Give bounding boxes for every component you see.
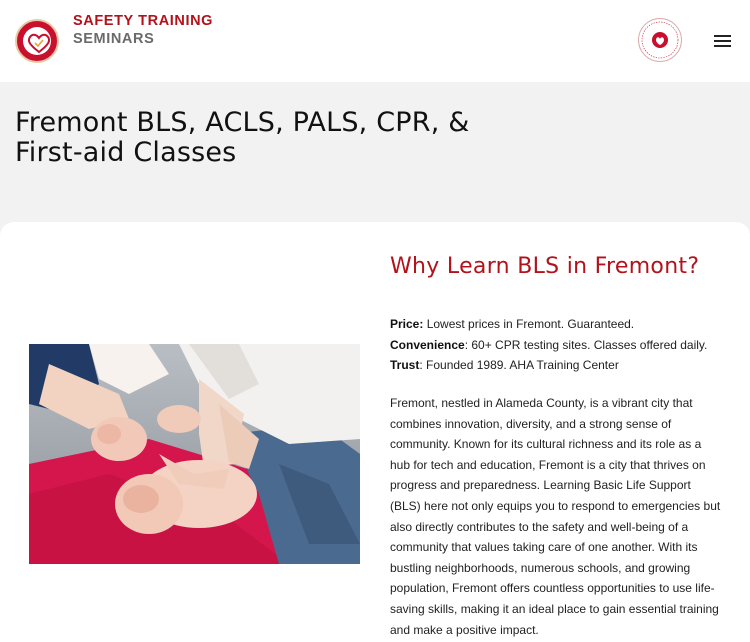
site-header xyxy=(0,0,750,82)
page-title xyxy=(15,108,535,168)
fact-convenience xyxy=(390,335,730,356)
fact-price-label: Price: xyxy=(390,317,424,331)
fact-price-text: Lowest prices in Fremont. Guaranteed. xyxy=(423,317,635,331)
brand-subtitle[interactable]: SEMINARS xyxy=(73,31,155,47)
hamburger-menu-icon[interactable] xyxy=(714,35,731,48)
fact-trust xyxy=(390,355,730,376)
page-title-line2: First-aid Classes xyxy=(15,137,237,168)
fact-convenience-label: Convenience xyxy=(390,337,465,352)
fact-trust-label: Trust xyxy=(390,358,420,372)
cpr-training-photo xyxy=(29,344,360,564)
fact-convenience-text: : 60+ CPR testing sites. Classes offered daily. xyxy=(464,337,708,352)
fact-trust-text: : Founded 1989. AHA Training Center xyxy=(419,358,619,372)
brand-name[interactable]: SAFETY TRAINING xyxy=(73,13,214,29)
page-title-line1: Fremont BLS, ACLS, PALS, CPR, & xyxy=(15,107,470,138)
aha-seal-icon xyxy=(638,18,682,62)
section-heading: Why Learn BLS in Fremont? xyxy=(390,254,700,279)
section-body-text: Fremont, nestled in Alameda County, is a vibrant city that combines innovation, diversity, and a strong sense of community. Known for its cultural richness and its role as a hub for tech and education, Fremont is a city that thrives on progress and preparedness. Learning Basic Life Support (BLS) here not only equips you to respond to emergencies but also directly contributes to the safety and well-being of a community that values taking care of one another. With its bustling neighborhoods, numerous schools, and growing population, Fremont offers countless opportunities to use life-saving skills, making it an ideal place to gain essential training and make a positive impact. xyxy=(390,396,721,637)
facts-list xyxy=(390,314,730,376)
fact-price xyxy=(390,314,730,335)
logo-icon[interactable] xyxy=(15,19,59,63)
